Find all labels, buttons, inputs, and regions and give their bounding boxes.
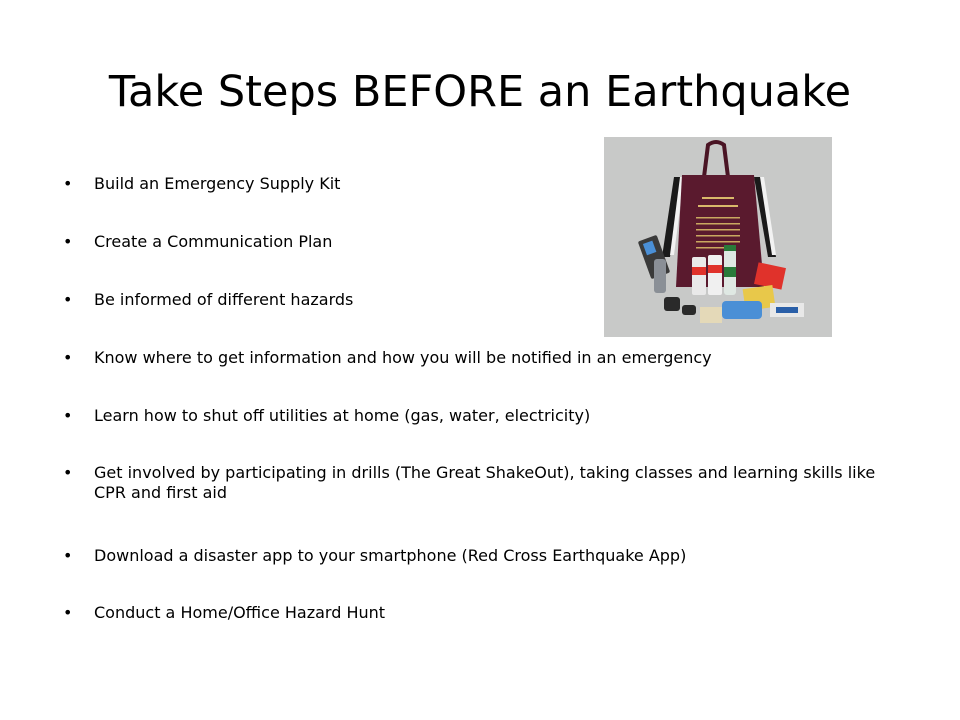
bullet-dot: • [63,546,73,565]
bullet-dot: • [63,290,73,309]
emergency-kit-illustration [604,137,832,337]
bullet-text: Conduct a Home/Office Hazard Hunt [94,603,386,622]
bullet-text: Download a disaster app to your smartphone (Red Cross Earthquake App) [94,546,687,565]
bullet-dot: • [63,232,73,251]
bullet-item [63,603,884,623]
bullet-text: Know where to get information and how you will be notified in an emergency [94,348,712,367]
slide-title: Take Steps BEFORE an Earthquake [108,67,852,117]
bullet-text: Create a Communication Plan [94,232,333,251]
bullet-dot: • [63,174,73,193]
bullet-text: Be informed of different hazards [94,290,354,309]
bullet-item [63,406,884,426]
bullet-dot: • [63,348,73,367]
emergency-kit-image [604,137,832,337]
bullet-text: Build an Emergency Supply Kit [94,174,341,193]
bullet-item [63,348,884,368]
bullet-dot: • [63,406,73,425]
bullet-item [63,546,884,566]
bullet-item [63,463,884,503]
bullet-dot: • [63,603,73,622]
bullet-text: Learn how to shut off utilities at home (gas, water, electricity) [94,406,591,425]
bullet-dot: • [63,463,73,482]
bullet-text: Get involved by participating in drills (The Great ShakeOut), taking classes and learning skills like CPR and first aid [94,463,876,502]
